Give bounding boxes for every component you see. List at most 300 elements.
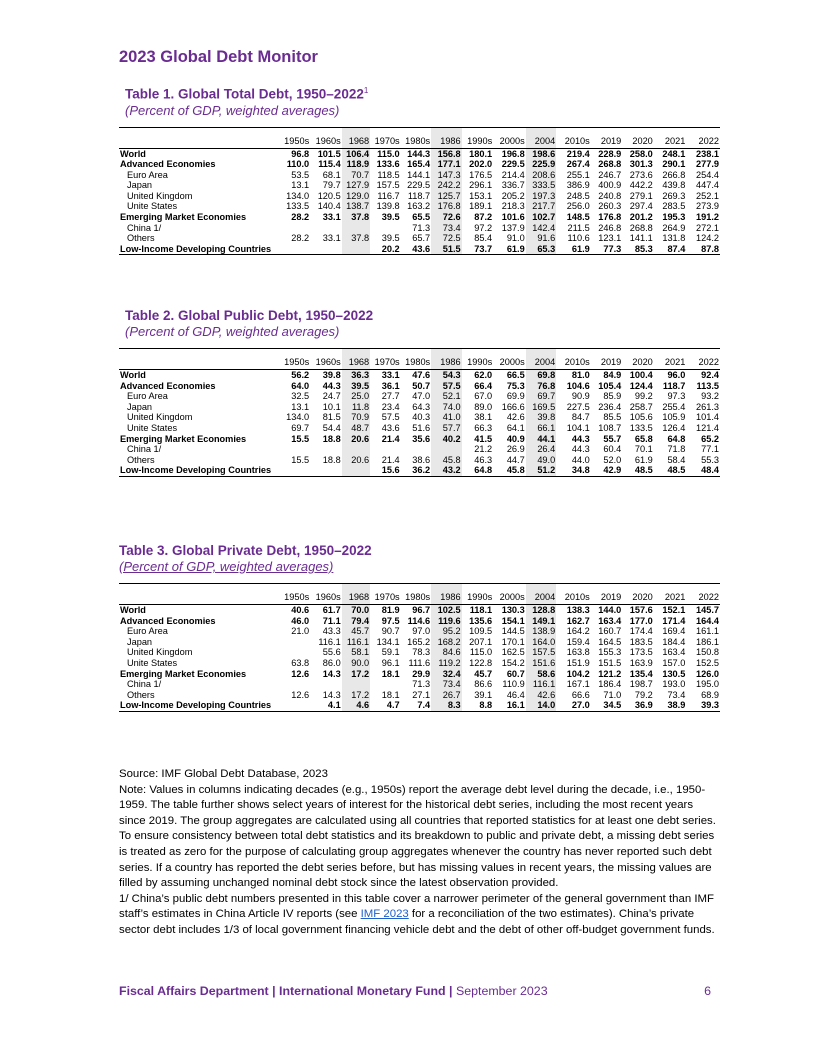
- table-cell: 20.2: [370, 244, 401, 255]
- table-cell: 195.3: [662, 212, 686, 223]
- table-cell: 73.4: [431, 223, 462, 234]
- table-cell: 77.1: [701, 444, 719, 455]
- table-cell: 119.2: [431, 658, 462, 669]
- table-cell: 102.5: [431, 605, 462, 616]
- table-cell: [280, 637, 311, 648]
- column-header: 2004: [526, 584, 557, 605]
- table-cell: 12.6: [291, 668, 310, 679]
- column-header: 2010s: [556, 349, 591, 370]
- row-label: Others: [127, 233, 155, 244]
- table-cell: 18.1: [381, 668, 400, 679]
- column-header: 1990s: [462, 349, 494, 370]
- table-cell: 12.6: [291, 689, 310, 700]
- table-cell: [342, 223, 370, 234]
- column-header: 1960s: [310, 127, 342, 148]
- table-cell: 87.4: [654, 244, 687, 255]
- table-cell: 159.4: [566, 636, 590, 647]
- table-cell: 272.1: [696, 222, 719, 233]
- table-cell: 89.0: [474, 401, 493, 412]
- table-cell: 118.5: [377, 169, 400, 180]
- table-cell: 214.4: [501, 169, 525, 180]
- table-cell: 66.1: [526, 423, 557, 434]
- table-cell: 39.5: [381, 212, 400, 223]
- table-cell: [310, 679, 342, 690]
- table-cell: 157.5: [526, 647, 557, 658]
- table-cell: 39.8: [322, 370, 341, 380]
- table-cell: 152.5: [696, 657, 719, 668]
- table-cell: 20.6: [342, 455, 370, 466]
- column-header: 1968: [342, 349, 370, 370]
- table-cell: 119.6: [431, 616, 462, 627]
- table-cell: 29.9: [412, 668, 431, 679]
- table-cell: 70.0: [342, 605, 370, 616]
- table-cell: 55.7: [603, 433, 622, 444]
- table-cell: 65.8: [634, 433, 653, 444]
- table-2-block: [119, 308, 720, 477]
- table-row: [119, 679, 720, 690]
- table-cell: 73.7: [462, 244, 494, 255]
- table-cell: 58.6: [526, 669, 557, 680]
- notes-section: [119, 767, 719, 939]
- table-cell: 48.4: [686, 465, 720, 476]
- table-row: [119, 180, 720, 191]
- table-cell: 256.0: [566, 201, 590, 212]
- table-cell: 50.7: [412, 380, 431, 391]
- table-cell: 28.2: [291, 212, 310, 223]
- table-cell: 169.4: [662, 626, 686, 637]
- table-cell: 57.5: [431, 381, 462, 392]
- table-cell: 62.0: [474, 370, 493, 380]
- source-note: Source: IMF Global Debt Database, 2023: [119, 768, 328, 780]
- table-cell: 39.3: [686, 700, 720, 711]
- table-cell: 64.3: [412, 401, 431, 412]
- table-cell: 48.5: [654, 465, 687, 476]
- table-cell: 25.0: [342, 391, 370, 402]
- table-cell: [310, 444, 342, 455]
- table-cell: 53.5: [291, 169, 310, 180]
- table-cell: 95.2: [431, 626, 462, 637]
- table-cell: [280, 647, 311, 658]
- table-cell: 236.4: [598, 401, 622, 412]
- table-cell: [280, 465, 311, 476]
- table-cell: 49.0: [526, 455, 557, 466]
- table-cell: 160.7: [598, 626, 622, 637]
- table-cell: 73.4: [431, 679, 462, 690]
- table-cell: 36.2: [401, 465, 432, 476]
- table-cell: 60.4: [603, 444, 622, 455]
- table-cell: 4.6: [342, 700, 370, 711]
- table-cell: 13.1: [291, 401, 310, 412]
- table-cell: 76.8: [526, 381, 557, 392]
- table-cell: 333.5: [526, 180, 557, 191]
- column-header: 1990s: [462, 127, 494, 148]
- table-cell: 118.9: [342, 159, 370, 170]
- table-header-row: [119, 349, 720, 370]
- methodology-note: Note: Values in columns indicating decades (e.g., 1950s) report the average debt level during the decade, i.e., 1950-1959. The table further shows select years of interest for the historical debt series, including the most recent years since 2019. The group aggregates are calculated using all countries that reported statistics for at least one debt series. To ensure consistency between total debt statistics and its breakdown to public and private debt, a missing debt series is treated as zero for the purpose of calculating group aggregates whenever the country has never reported such debt series. If a country has reported the debt series before, but has missing values in recent years, the missing values are filled by assuming unchanged nominal debt stock since the latest observation provided.: [119, 783, 716, 890]
- table-cell: 70.7: [342, 170, 370, 181]
- table-cell: 104.2: [566, 668, 590, 679]
- table-cell: 15.5: [291, 433, 310, 444]
- table-cell: 116.7: [377, 190, 400, 201]
- table-cell: 110.9: [502, 679, 525, 690]
- table-cell: 162.5: [501, 647, 525, 658]
- table-cell: 64.1: [506, 422, 525, 433]
- table-cell: 68.1: [322, 169, 341, 180]
- table-cell: 133.6: [376, 159, 400, 170]
- table-1-footnote-mark: 1: [363, 86, 369, 95]
- row-label: Advanced Economies: [120, 615, 216, 626]
- column-header: 2021: [654, 349, 687, 370]
- table-cell: 211.5: [567, 222, 590, 233]
- table-cell: 273.6: [629, 169, 653, 180]
- table-cell: 139.8: [376, 201, 400, 212]
- table-cell: 111.6: [408, 657, 431, 668]
- row-label: Others: [127, 454, 155, 465]
- table-cell: 18.1: [381, 689, 400, 700]
- row-label: Low-Income Developing Countries: [119, 244, 280, 255]
- table-cell: 246.7: [598, 169, 622, 180]
- column-header: 2022: [686, 584, 720, 605]
- table-cell: 173.5: [629, 647, 653, 658]
- row-label: Japan: [127, 180, 153, 191]
- table-cell: 151.5: [598, 657, 622, 668]
- table-row: [119, 381, 720, 392]
- table-cell: 17.2: [342, 690, 370, 701]
- table-row: [119, 669, 720, 680]
- table-cell: 90.0: [342, 658, 370, 669]
- table-cell: 168.2: [431, 637, 462, 648]
- table-cell: 47.6: [412, 370, 431, 380]
- row-label: Unite States: [127, 657, 178, 668]
- table-cell: [280, 679, 311, 690]
- header-label-cell: [119, 349, 280, 370]
- table-cell: 81.5: [322, 412, 341, 423]
- table-cell: 21.4: [381, 433, 400, 444]
- table-cell: 193.0: [662, 679, 686, 690]
- table-cell: 164.0: [526, 637, 557, 648]
- table-cell: 71.8: [667, 444, 686, 455]
- column-header: 1968: [342, 584, 370, 605]
- table-cell: 44.0: [571, 454, 590, 465]
- table-cell: 109.5: [469, 626, 493, 637]
- table-cell: 71.3: [412, 679, 431, 690]
- row-label: United Kingdom: [127, 412, 193, 423]
- table-cell: 258.7: [629, 401, 653, 412]
- table-cell: 180.1: [469, 148, 493, 159]
- table-cell: 48.7: [342, 423, 370, 434]
- column-header: 1950s: [280, 127, 311, 148]
- table-cell: 15.5: [291, 454, 310, 465]
- column-header: 2004: [526, 127, 557, 148]
- table-cell: 186.4: [598, 679, 622, 690]
- table-header-row: [119, 584, 720, 605]
- table-row: [119, 370, 720, 381]
- table-cell: [342, 244, 370, 255]
- table-cell: 164.5: [598, 636, 622, 647]
- table-cell: 37.8: [342, 212, 370, 223]
- table-cell: 170.1: [501, 636, 525, 647]
- table-cell: 202.0: [469, 159, 493, 170]
- imf-2023-link[interactable]: IMF 2023: [360, 908, 409, 921]
- table-cell: 123.1: [598, 233, 622, 244]
- table-cell: 85.3: [622, 244, 654, 255]
- table-cell: 81.9: [381, 605, 400, 615]
- table-cell: 116.1: [318, 636, 341, 647]
- table-cell: 93.2: [701, 391, 719, 402]
- table-cell: 152.1: [662, 605, 686, 615]
- column-header: 1950s: [280, 584, 311, 605]
- column-header: 1960s: [310, 349, 342, 370]
- table-cell: 163.4: [598, 615, 622, 626]
- china-footnote-text-end: for a reconciliation of the two estimates). China’s private sector debt includes 1/3 of local government financing vehicle debt and the debt of other off-budget government funds.: [119, 908, 715, 936]
- table-cell: 42.6: [506, 412, 525, 423]
- table-cell: 21.4: [381, 454, 400, 465]
- table-cell: 273.9: [696, 201, 719, 212]
- table-cell: 135.6: [469, 615, 493, 626]
- table-cell: 104.6: [566, 380, 590, 391]
- table-cell: 207.1: [469, 636, 493, 647]
- row-label: Japan: [127, 636, 153, 647]
- table-cell: 66.3: [474, 422, 493, 433]
- table-cell: 157.6: [629, 605, 653, 615]
- table-cell: 70.1: [634, 444, 653, 455]
- column-header: 1960s: [310, 584, 342, 605]
- table-cell: 72.6: [431, 212, 462, 223]
- header-label-cell: [119, 584, 280, 605]
- table-cell: 91.0: [506, 233, 525, 244]
- table-cell: 48.5: [622, 465, 654, 476]
- table-row: [119, 616, 720, 627]
- table-cell: 67.0: [474, 391, 493, 402]
- column-header: 2020: [622, 349, 654, 370]
- table-cell: 100.4: [629, 370, 653, 380]
- table-cell: 26.9: [506, 444, 525, 455]
- column-header: 2004: [526, 349, 557, 370]
- table-cell: 74.0: [431, 402, 462, 413]
- table-cell: 46.0: [291, 615, 310, 626]
- column-header: 2000s: [493, 584, 526, 605]
- table-cell: 86.0: [322, 657, 341, 668]
- table-3-subtitle: (Percent of GDP, weighted averages): [119, 559, 334, 574]
- table-cell: 283.5: [662, 201, 686, 212]
- table-cell: 105.4: [598, 380, 622, 391]
- table-cell: 121.2: [598, 668, 622, 679]
- table-row: [119, 690, 720, 701]
- table-cell: 105.6: [629, 412, 653, 423]
- table-cell: 442.2: [629, 180, 653, 191]
- table-cell: 336.7: [501, 180, 525, 191]
- row-label: Japan: [127, 401, 153, 412]
- table-cell: 126.0: [696, 668, 719, 679]
- table-cell: 248.5: [566, 190, 590, 201]
- table-cell: 133.5: [629, 422, 653, 433]
- column-header: 2020: [622, 584, 654, 605]
- table-cell: 54.3: [431, 370, 462, 381]
- table-cell: 33.1: [322, 212, 341, 223]
- table-cell: 101.5: [317, 148, 341, 159]
- column-header: 2019: [591, 349, 623, 370]
- row-label: China 1/: [127, 222, 162, 233]
- table-cell: 90.9: [571, 391, 590, 402]
- column-header: 2022: [686, 127, 720, 148]
- row-label: Advanced Economies: [120, 380, 216, 391]
- table-cell: 60.7: [506, 668, 525, 679]
- china-footnote-text: 1/ China’s public debt numbers presented in this table cover a narrower perimeter of the general government than IMF staff’s estimates in China Article IV reports (see: [119, 892, 714, 921]
- table-cell: 39.5: [342, 381, 370, 392]
- table-cell: 297.4: [629, 201, 653, 212]
- table-cell: 153.1: [469, 190, 493, 201]
- row-label: United Kingdom: [127, 647, 193, 658]
- table-cell: 138.7: [342, 201, 370, 212]
- table-cell: 40.9: [506, 433, 525, 444]
- table-cell: 55.6: [322, 647, 341, 658]
- table-cell: 14.3: [322, 668, 341, 679]
- table-cell: 23.4: [381, 401, 400, 412]
- header-label-cell: [119, 127, 280, 148]
- column-header: 2019: [591, 127, 623, 148]
- table-header-row: [119, 127, 720, 148]
- table-cell: 268.8: [598, 159, 622, 170]
- table-cell: 37.8: [342, 233, 370, 244]
- table-cell: 447.4: [696, 180, 719, 191]
- table-cell: 177.0: [629, 615, 653, 626]
- table-cell: 162.7: [566, 615, 590, 626]
- column-header: 2010s: [556, 584, 591, 605]
- table-cell: 57.7: [431, 423, 462, 434]
- table-cell: 84.7: [571, 412, 590, 423]
- table-cell: 242.2: [431, 180, 462, 191]
- table-cell: 151.6: [526, 658, 557, 669]
- table-cell: 196.8: [501, 148, 525, 159]
- table-cell: 45.7: [474, 668, 493, 679]
- table-row: [119, 423, 720, 434]
- table-cell: 269.3: [662, 190, 686, 201]
- table-cell: 61.7: [322, 605, 341, 615]
- table-cell: 197.3: [526, 191, 557, 202]
- table-cell: 69.8: [526, 370, 557, 381]
- table-1-block: [119, 83, 720, 255]
- table-cell: 26.4: [526, 444, 557, 455]
- table-cell: 57.5: [381, 412, 400, 423]
- table-cell: 45.8: [431, 455, 462, 466]
- table-cell: 33.1: [381, 370, 400, 380]
- table-row: [119, 465, 720, 476]
- table-cell: 301.3: [629, 159, 653, 170]
- table-cell: 113.5: [696, 380, 719, 391]
- table-cell: [310, 465, 342, 476]
- table-cell: 108.7: [598, 422, 622, 433]
- table-cell: 38.1: [474, 412, 493, 423]
- table-cell: 18.8: [322, 454, 341, 465]
- table-cell: 32.4: [431, 669, 462, 680]
- table-cell: 144.5: [501, 626, 525, 637]
- table-cell: 61.9: [634, 454, 653, 465]
- table-cell: 61.9: [556, 244, 591, 255]
- table-cell: 138.9: [526, 626, 557, 637]
- table-row: [119, 191, 720, 202]
- table-cell: 134.0: [286, 412, 310, 423]
- table-cell: 87.2: [474, 212, 493, 223]
- column-header: 1970s: [370, 584, 401, 605]
- table-cell: 177.1: [431, 159, 462, 170]
- table-cell: 40.2: [431, 434, 462, 445]
- table-cell: 97.3: [667, 391, 686, 402]
- table-cell: 69.7: [291, 422, 310, 433]
- table-cell: 176.8: [431, 201, 462, 212]
- table-row: [119, 223, 720, 234]
- row-label: Low-Income Developing Countries: [119, 465, 280, 476]
- table-cell: 135.4: [629, 668, 653, 679]
- table-row: [119, 647, 720, 658]
- table-cell: 75.3: [506, 380, 525, 391]
- table-cell: 35.6: [412, 433, 431, 444]
- table-cell: 125.7: [431, 191, 462, 202]
- table-cell: 266.8: [662, 169, 686, 180]
- footer-department: Fiscal Affairs Department | International Monetary Fund |: [119, 984, 453, 998]
- table-cell: 27.0: [556, 700, 591, 711]
- table-cell: 240.8: [598, 190, 622, 201]
- table-cell: 156.8: [431, 148, 462, 159]
- table-cell: 97.2: [474, 222, 493, 233]
- table-cell: 32.5: [291, 391, 310, 402]
- table-cell: 114.6: [407, 615, 431, 626]
- table-cell: 246.8: [598, 222, 622, 233]
- table-row: [119, 212, 720, 223]
- table-cell: 439.8: [662, 180, 686, 191]
- table-cell: 4.1: [310, 700, 342, 711]
- table-cell: 70.9: [342, 412, 370, 423]
- table-cell: 96.0: [667, 370, 686, 380]
- table-3-block: [119, 543, 720, 712]
- table-cell: 8.3: [431, 700, 462, 711]
- table-cell: 90.7: [381, 626, 400, 637]
- table-cell: 165.2: [407, 636, 431, 647]
- table-row: [119, 658, 720, 669]
- column-header: 2019: [591, 584, 623, 605]
- table-cell: 47.0: [412, 391, 431, 402]
- table-cell: 66.6: [571, 689, 590, 700]
- table-cell: 26.7: [431, 690, 462, 701]
- table-cell: [342, 465, 370, 476]
- table-cell: 46.4: [506, 689, 525, 700]
- table-row: [119, 201, 720, 212]
- column-header: 1986: [431, 127, 462, 148]
- table-cell: [370, 679, 401, 690]
- table-row: [119, 412, 720, 423]
- table-cell: 201.2: [629, 212, 653, 223]
- table-cell: 11.8: [342, 402, 370, 413]
- table-cell: 134.0: [286, 190, 310, 201]
- table-cell: 8.8: [462, 700, 494, 711]
- table-cell: 54.4: [322, 422, 341, 433]
- table-cell: [280, 244, 311, 255]
- table-cell: 66.5: [506, 370, 525, 380]
- page-footer: [119, 984, 711, 998]
- column-header: 1968: [342, 127, 370, 148]
- table-cell: 41.0: [431, 412, 462, 423]
- table-cell: [401, 444, 432, 455]
- table-cell: 84.9: [603, 370, 622, 380]
- table-row: [119, 605, 720, 616]
- column-header: 2010s: [556, 127, 591, 148]
- table-cell: 21.0: [291, 626, 310, 637]
- table-cell: 277.9: [696, 159, 719, 170]
- table-cell: 142.4: [526, 223, 557, 234]
- table-cell: 217.7: [526, 201, 557, 212]
- table-cell: 71.1: [322, 615, 341, 626]
- column-header: 1970s: [370, 349, 401, 370]
- row-label: Emerging Market Economies: [120, 433, 247, 444]
